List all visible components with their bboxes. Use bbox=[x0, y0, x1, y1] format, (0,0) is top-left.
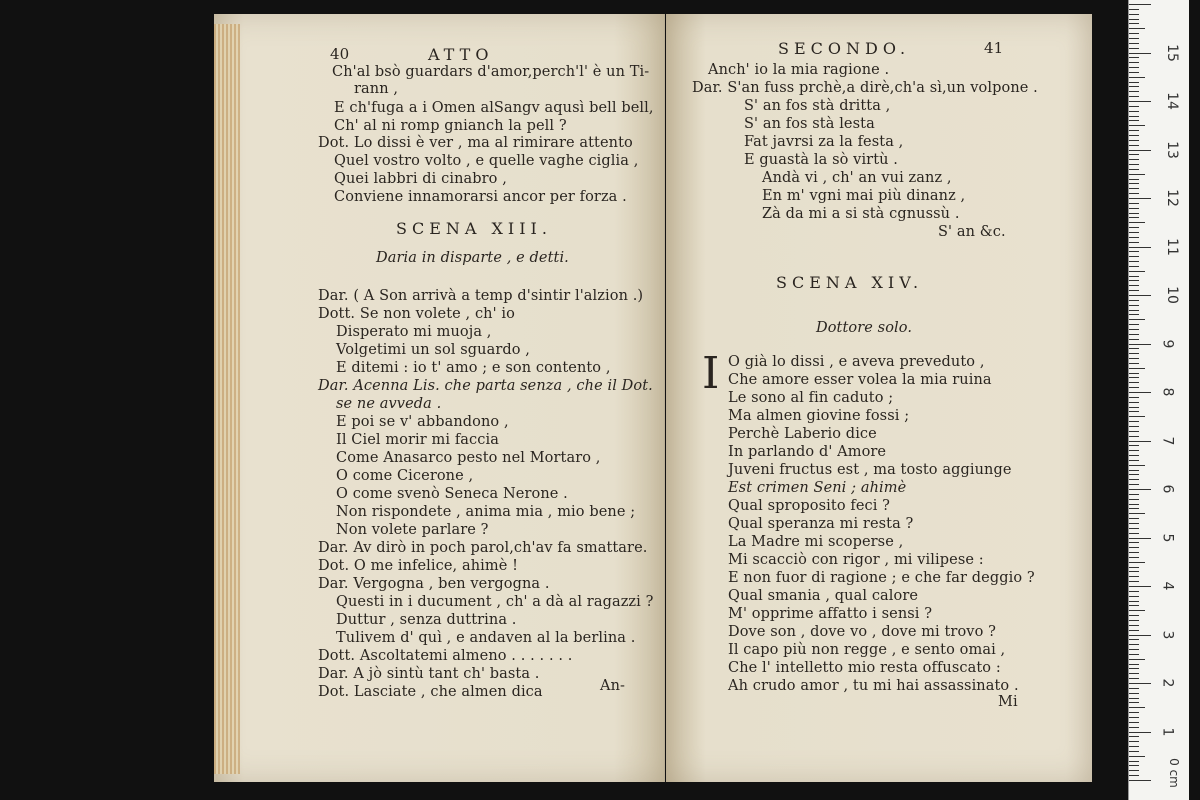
ruler-tick bbox=[1129, 489, 1151, 490]
drop-cap: I bbox=[702, 348, 720, 399]
ruler-tick bbox=[1129, 586, 1151, 587]
ruler-tick bbox=[1129, 329, 1139, 330]
ruler-tick bbox=[1129, 508, 1139, 509]
ruler-tick bbox=[1129, 494, 1139, 495]
ruler-tick bbox=[1129, 174, 1145, 175]
text-line: Il Ciel morir mi faccia bbox=[336, 432, 499, 448]
ruler-tick bbox=[1129, 712, 1139, 713]
ruler-tick bbox=[1129, 111, 1139, 112]
ruler-tick bbox=[1129, 455, 1139, 456]
ruler-tick bbox=[1129, 198, 1151, 199]
page-number-right: 41 bbox=[984, 39, 1004, 57]
ruler-tick bbox=[1129, 727, 1139, 728]
ruler-tick bbox=[1129, 251, 1139, 252]
text-line: Come Anasarco pesto nel Mortaro , bbox=[336, 450, 601, 466]
catchword-right: Mi bbox=[998, 694, 1018, 710]
ruler-tick bbox=[1129, 222, 1145, 223]
ruler-tick bbox=[1129, 363, 1139, 364]
ruler-tick bbox=[1129, 605, 1139, 606]
ruler-tick bbox=[1129, 601, 1139, 602]
stage-direction: Dar. Acenna Lis. che parta senza , che il Dot. bbox=[318, 378, 653, 394]
text-line: La Madre mi scoperse , bbox=[728, 534, 904, 550]
ruler-tick bbox=[1129, 130, 1139, 131]
text-line: In parlando d' Amore bbox=[728, 444, 887, 460]
text-line: E non fuor di ragione ; e che far deggio ? bbox=[728, 570, 1035, 586]
ruler-tick bbox=[1129, 271, 1145, 272]
ruler-tick bbox=[1129, 290, 1139, 291]
ruler-tick bbox=[1129, 533, 1139, 534]
ruler-number: 14 bbox=[1163, 92, 1180, 110]
ruler-tick bbox=[1129, 416, 1145, 417]
open-book bbox=[214, 14, 1092, 782]
ruler-tick bbox=[1129, 285, 1139, 286]
ruler-tick bbox=[1129, 82, 1139, 83]
text-line: Dar. Av dirò in poch parol,ch'av fa smattare. bbox=[318, 540, 648, 556]
text-line: E guastà la sò virtù . bbox=[744, 152, 898, 168]
text-line: Duttur , senza duttrina . bbox=[336, 612, 517, 628]
ruler-tick bbox=[1129, 693, 1139, 694]
ruler-tick bbox=[1129, 426, 1139, 427]
ruler-tick bbox=[1129, 397, 1139, 398]
ruler-tick bbox=[1129, 358, 1139, 359]
ruler-tick bbox=[1129, 673, 1139, 674]
ruler-number: 12 bbox=[1163, 189, 1180, 207]
text-line: Dot. O me infelice, ahimè ! bbox=[318, 558, 519, 574]
ruler-tick bbox=[1129, 96, 1139, 97]
ruler-tick bbox=[1129, 300, 1139, 301]
ruler-tick bbox=[1129, 484, 1139, 485]
text-line: Anch' io la mia ragione . bbox=[708, 62, 890, 78]
ruler-tick bbox=[1129, 310, 1139, 311]
ruler-tick bbox=[1129, 261, 1139, 262]
text-line: Dot. Lo dissi è ver , ma al rimirare attento bbox=[318, 135, 633, 151]
right-page bbox=[666, 14, 1092, 782]
ruler-tick bbox=[1129, 150, 1151, 151]
ruler-tick bbox=[1129, 120, 1139, 121]
ruler-tick bbox=[1129, 436, 1139, 437]
ruler-tick bbox=[1129, 237, 1139, 238]
text-line: Le sono al fin caduto ; bbox=[728, 390, 894, 406]
ruler-number: 7 bbox=[1159, 436, 1176, 445]
ruler-tick bbox=[1129, 116, 1139, 117]
ruler-tick bbox=[1129, 179, 1139, 180]
text-line: Mi scacciò con rigor , mi vilipese : bbox=[728, 552, 984, 568]
ruler-tick bbox=[1129, 387, 1139, 388]
text-line: E poi se v' abbandono , bbox=[336, 414, 509, 430]
ruler-tick bbox=[1129, 639, 1139, 640]
ruler-tick bbox=[1129, 203, 1139, 204]
text-line: Quel vostro volto , e quelle vaghe ciglia , bbox=[334, 153, 639, 169]
ruler-tick bbox=[1129, 518, 1139, 519]
ruler-tick bbox=[1129, 135, 1139, 136]
ruler-tick bbox=[1129, 775, 1139, 776]
ruler-tick bbox=[1129, 43, 1139, 44]
ruler-tick bbox=[1129, 4, 1151, 5]
text-line: Che amore esser volea la mia ruina bbox=[728, 372, 992, 388]
ruler-tick bbox=[1129, 319, 1145, 320]
text-line: Il capo più non regge , e sento omai , bbox=[728, 642, 1006, 658]
ruler-tick bbox=[1129, 145, 1139, 146]
ruler-tick bbox=[1129, 101, 1151, 102]
ruler-tick bbox=[1129, 732, 1151, 733]
text-line: O come svenò Seneca Nerone . bbox=[336, 486, 568, 502]
ruler-tick bbox=[1129, 470, 1139, 471]
ruler-tick bbox=[1129, 523, 1139, 524]
ruler-number: 4 bbox=[1159, 581, 1176, 591]
ruler-number: 13 bbox=[1163, 140, 1180, 159]
ruler-tick bbox=[1129, 353, 1139, 354]
ruler-tick bbox=[1129, 256, 1139, 257]
ruler-tick bbox=[1129, 339, 1139, 340]
text-line: M' opprime affatto i sensi ? bbox=[728, 606, 933, 622]
scene-title-left: SCENA XIII. bbox=[396, 219, 552, 238]
text-line: Andà vi , ch' an vui zanz , bbox=[762, 170, 952, 186]
ruler-tick bbox=[1129, 232, 1139, 233]
text-line: Ma almen giovine fossi ; bbox=[728, 408, 910, 424]
ruler-tick bbox=[1129, 411, 1139, 412]
text-line: Perchè Laberio dice bbox=[728, 426, 877, 442]
text-line: S' an &c. bbox=[938, 224, 1006, 240]
ruler-tick bbox=[1129, 571, 1139, 572]
ruler-tick bbox=[1129, 368, 1145, 369]
ruler-tick bbox=[1129, 23, 1139, 24]
text-line: Non rispondete , anima mia , mio bene ; bbox=[336, 504, 636, 520]
ruler-tick bbox=[1129, 538, 1151, 539]
ruler-tick bbox=[1129, 334, 1139, 335]
text-line: Che l' intelletto mio resta offuscato : bbox=[728, 660, 1001, 676]
ruler-tick bbox=[1129, 678, 1139, 679]
ruler-tick bbox=[1129, 630, 1139, 631]
text-line: Dott. Se non volete , ch' io bbox=[318, 306, 515, 322]
ruler-tick bbox=[1129, 746, 1139, 747]
ruler-tick bbox=[1129, 402, 1139, 403]
ruler-tick bbox=[1129, 542, 1139, 543]
ruler-tick bbox=[1129, 213, 1139, 214]
text-line: Ch'al bsò guardars d'amor,perch'l' è un Ti- bbox=[332, 64, 650, 80]
scene-subtitle-right: Dottore solo. bbox=[816, 320, 913, 336]
ruler-tick bbox=[1129, 431, 1139, 432]
running-head-left: ATTO bbox=[428, 45, 494, 64]
ruler-tick bbox=[1129, 576, 1139, 577]
ruler-tick bbox=[1129, 620, 1139, 621]
ruler-tick bbox=[1129, 77, 1145, 78]
ruler-tick bbox=[1129, 188, 1139, 189]
ruler-tick bbox=[1129, 513, 1145, 514]
text-line: Est crimen Seni ; ahimè bbox=[728, 480, 907, 496]
ruler-tick bbox=[1129, 610, 1145, 611]
ruler-tick bbox=[1129, 702, 1139, 703]
ruler-unit-label: 0 cm bbox=[1166, 758, 1181, 788]
text-line: O già lo dissi , e aveva preveduto , bbox=[728, 354, 985, 370]
text-line: Qual sproposito feci ? bbox=[728, 498, 891, 514]
ruler-number: 6 bbox=[1159, 484, 1176, 494]
ruler-tick bbox=[1129, 562, 1145, 563]
ruler-tick bbox=[1129, 159, 1139, 160]
ruler-tick bbox=[1129, 62, 1139, 63]
text-line: Dar. Vergogna , ben vergogna . bbox=[318, 576, 550, 592]
ruler-tick bbox=[1129, 770, 1139, 771]
ruler-tick bbox=[1129, 169, 1139, 170]
ruler-tick bbox=[1129, 474, 1139, 475]
ruler-tick bbox=[1129, 741, 1139, 742]
ruler-tick bbox=[1129, 125, 1145, 126]
ruler-number: 2 bbox=[1159, 678, 1176, 688]
ruler-tick bbox=[1129, 659, 1145, 660]
text-line: E ditemi : io t' amo ; e son contento , bbox=[336, 360, 611, 376]
ruler-tick bbox=[1129, 373, 1139, 374]
ruler-tick bbox=[1129, 581, 1139, 582]
left-page bbox=[214, 14, 665, 782]
ruler-tick bbox=[1129, 38, 1139, 39]
ruler-tick bbox=[1129, 668, 1139, 669]
ruler-tick bbox=[1129, 193, 1139, 194]
text-line: Dar. A jò sintù tant ch' basta . bbox=[318, 666, 540, 682]
ruler-tick bbox=[1129, 635, 1151, 636]
catchword-left: An- bbox=[600, 678, 626, 694]
ruler-tick bbox=[1129, 644, 1139, 645]
text-line: Disperato mi muoja , bbox=[336, 324, 492, 340]
ruler-tick bbox=[1129, 421, 1139, 422]
text-line: Volgetimi un sol sguardo , bbox=[336, 342, 531, 358]
ruler-tick bbox=[1129, 305, 1139, 306]
ruler-tick bbox=[1129, 707, 1145, 708]
text-line: Dove son , dove vo , dove mi trovo ? bbox=[728, 624, 996, 640]
ruler-tick bbox=[1129, 164, 1139, 165]
ruler-tick bbox=[1129, 266, 1139, 267]
text-line: Dot. Lasciate , che almen dica bbox=[318, 684, 543, 700]
running-head-right: SECONDO. bbox=[778, 39, 911, 58]
text-line: S' an fos stà dritta , bbox=[744, 98, 891, 114]
text-line: Dar. ( A Son arrivà a temp d'sintir l'alzion .) bbox=[318, 288, 644, 304]
ruler-tick bbox=[1129, 596, 1139, 597]
ruler-tick bbox=[1129, 242, 1139, 243]
ruler-tick bbox=[1129, 664, 1139, 665]
ruler-tick bbox=[1129, 780, 1151, 781]
ruler-tick bbox=[1129, 183, 1139, 184]
ruler-tick bbox=[1129, 57, 1139, 58]
ruler-tick bbox=[1129, 48, 1139, 49]
ruler-tick bbox=[1129, 751, 1139, 752]
ruler-tick bbox=[1129, 547, 1139, 548]
ruler-tick bbox=[1129, 19, 1139, 20]
ruler-tick bbox=[1129, 761, 1139, 762]
ruler-tick bbox=[1129, 654, 1139, 655]
text-line: Quei labbri di cinabro , bbox=[334, 171, 507, 187]
text-line: Qual smania , qual calore bbox=[728, 588, 919, 604]
ruler-tick bbox=[1129, 765, 1139, 766]
scene-title-right: SCENA XIV. bbox=[776, 273, 924, 292]
ruler-tick bbox=[1129, 625, 1139, 626]
measuring-ruler bbox=[1128, 0, 1189, 800]
ruler-number: 10 bbox=[1163, 286, 1180, 304]
ruler-tick bbox=[1129, 86, 1139, 87]
ruler-tick bbox=[1129, 247, 1151, 248]
ruler-tick bbox=[1129, 53, 1151, 54]
text-line: En m' vgni mai più dinanz , bbox=[762, 188, 966, 204]
ruler-tick bbox=[1129, 441, 1151, 442]
ruler-tick bbox=[1129, 382, 1139, 383]
text-line: Questi in i ducument , ch' a dà al ragazzi ? bbox=[336, 594, 654, 610]
ruler-tick bbox=[1129, 227, 1139, 228]
ruler-tick bbox=[1129, 392, 1151, 393]
ruler-tick bbox=[1129, 314, 1139, 315]
text-line: S' an fos stà lesta bbox=[744, 116, 875, 132]
ruler-tick bbox=[1129, 33, 1139, 34]
ruler-number: 11 bbox=[1163, 237, 1180, 256]
ruler-tick bbox=[1129, 28, 1145, 29]
ruler-tick bbox=[1129, 67, 1139, 68]
text-line: Tulivem d' quì , e andaven al la berlina . bbox=[336, 630, 636, 646]
text-line: Ah crudo amor , tu mi hai assassinato . bbox=[728, 678, 1019, 694]
text-line: Dar. S'an fuss prchè,a dirè,ch'a sì,un volpone . bbox=[692, 80, 1038, 96]
text-line: Dott. Ascoltatemi almeno . . . . . . . bbox=[318, 648, 573, 664]
text-line: Fat javrsi za la festa , bbox=[744, 134, 904, 150]
ruler-tick bbox=[1129, 591, 1139, 592]
ruler-tick bbox=[1129, 445, 1139, 446]
ruler-tick bbox=[1129, 552, 1139, 553]
ruler-tick bbox=[1129, 717, 1139, 718]
text-line: Conviene innamorarsi ancor per forza . bbox=[334, 189, 627, 205]
ruler-number: 3 bbox=[1159, 630, 1176, 639]
ruler-tick bbox=[1129, 344, 1151, 345]
text-line: E ch'fuga a i Omen alSangv aqusì bell bell, bbox=[334, 100, 654, 116]
ruler-tick bbox=[1129, 280, 1139, 281]
ruler-tick bbox=[1129, 348, 1139, 349]
text-line: rann , bbox=[354, 81, 399, 97]
ruler-tick bbox=[1129, 504, 1139, 505]
text-line: Ch' al ni romp gnianch la pell ? bbox=[334, 118, 567, 134]
ruler-number: 5 bbox=[1159, 533, 1176, 542]
ruler-tick bbox=[1129, 72, 1139, 73]
ruler-tick bbox=[1129, 154, 1139, 155]
scene-subtitle-left: Daria in disparte , e detti. bbox=[376, 250, 569, 266]
ruler-tick bbox=[1129, 276, 1139, 277]
ruler-tick bbox=[1129, 9, 1139, 10]
text-line: O come Cicerone , bbox=[336, 468, 474, 484]
ruler-tick bbox=[1129, 649, 1139, 650]
ruler-tick bbox=[1129, 91, 1139, 92]
ruler-tick bbox=[1129, 722, 1139, 723]
ruler-tick bbox=[1129, 465, 1145, 466]
ruler-tick bbox=[1129, 407, 1139, 408]
ruler-number: 8 bbox=[1159, 387, 1176, 397]
ruler-tick bbox=[1129, 460, 1139, 461]
ruler-tick bbox=[1129, 479, 1139, 480]
text-line: Zà da mi a si stà cgnussù . bbox=[762, 206, 960, 222]
ruler-number: 15 bbox=[1163, 43, 1180, 62]
ruler-tick bbox=[1129, 106, 1139, 107]
ruler-tick bbox=[1129, 528, 1139, 529]
text-line: Non volete parlare ? bbox=[336, 522, 489, 538]
ruler-number: 9 bbox=[1159, 339, 1176, 348]
ruler-tick bbox=[1129, 499, 1139, 500]
ruler-tick bbox=[1129, 567, 1139, 568]
text-line: Qual speranza mi resta ? bbox=[728, 516, 914, 532]
page-number-left: 40 bbox=[330, 45, 350, 63]
ruler-tick bbox=[1129, 756, 1145, 757]
ruler-tick bbox=[1129, 683, 1151, 684]
stage-direction: se ne avveda . bbox=[336, 396, 442, 412]
ruler-tick bbox=[1129, 688, 1139, 689]
ruler-tick bbox=[1129, 615, 1139, 616]
ruler-tick bbox=[1129, 698, 1139, 699]
ruler-tick bbox=[1129, 14, 1139, 15]
ruler-tick bbox=[1129, 450, 1139, 451]
ruler-tick bbox=[1129, 557, 1139, 558]
ruler-tick bbox=[1129, 295, 1151, 296]
ruler-tick bbox=[1129, 140, 1139, 141]
text-line: Juveni fructus est , ma tosto aggiunge bbox=[728, 462, 1012, 478]
page-edges bbox=[214, 24, 240, 774]
ruler-tick bbox=[1129, 324, 1139, 325]
ruler-tick bbox=[1129, 208, 1139, 209]
ruler-number: 1 bbox=[1159, 727, 1176, 736]
ruler-tick bbox=[1129, 217, 1139, 218]
ruler-tick bbox=[1129, 377, 1139, 378]
ruler-tick bbox=[1129, 736, 1139, 737]
